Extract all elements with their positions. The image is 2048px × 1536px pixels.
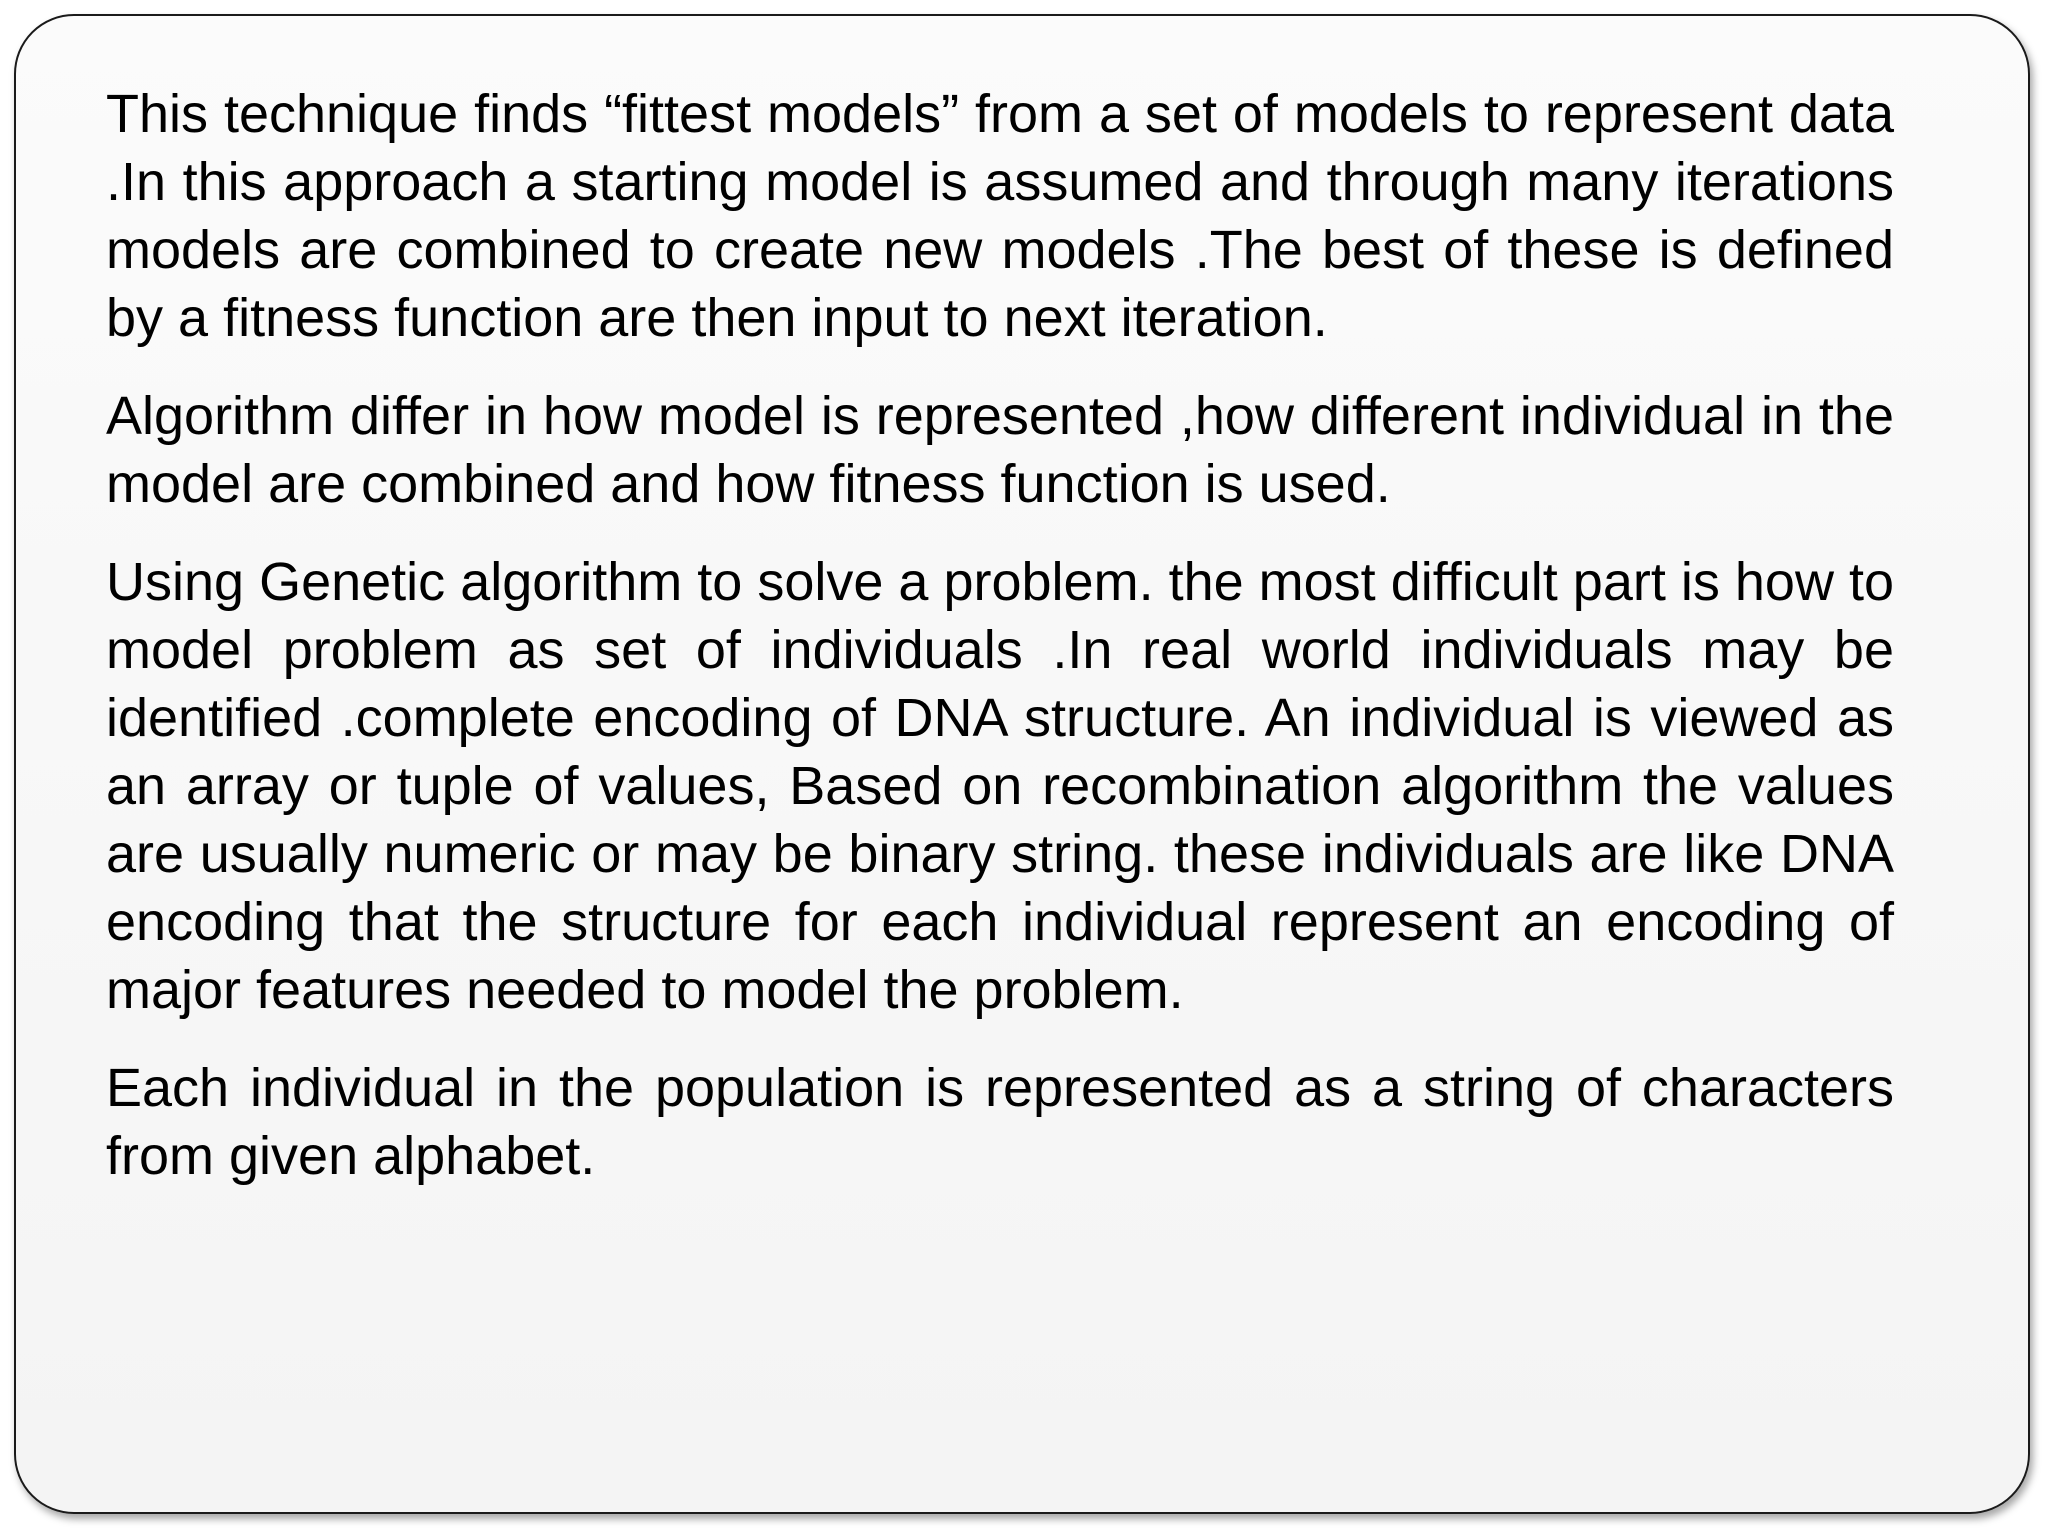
paragraph-genetic-algorithm: Using Genetic algorithm to solve a problem. the most difficult part is how to model problem as set of individuals .In real world individuals may be identified .complete encoding of DNA structure. An individual is viewed as an array or tuple of values, Based on recombination algorithm the values are usually numeric or may be binary string. these individuals are like DNA encoding that the structure for each individual represent an encoding of major features needed to model the problem. <box>106 552 1894 1020</box>
paragraph-individual-string: Each individual in the population is represented as a string of characters from given alphabet. <box>106 1058 1894 1186</box>
paragraph-fittest-models: This technique finds “fittest models” from a set of models to represent data .In this approach a starting model is assumed and through many iterations models are combined to create new models .The best of these is defined by a fitness function are then input to next iteration. <box>106 84 1894 348</box>
paragraph-algorithm-differ: Algorithm differ in how model is represented ,how different individual in the model are combined and how fitness function is used. <box>106 386 1894 514</box>
slide-body <box>106 80 1894 1220</box>
